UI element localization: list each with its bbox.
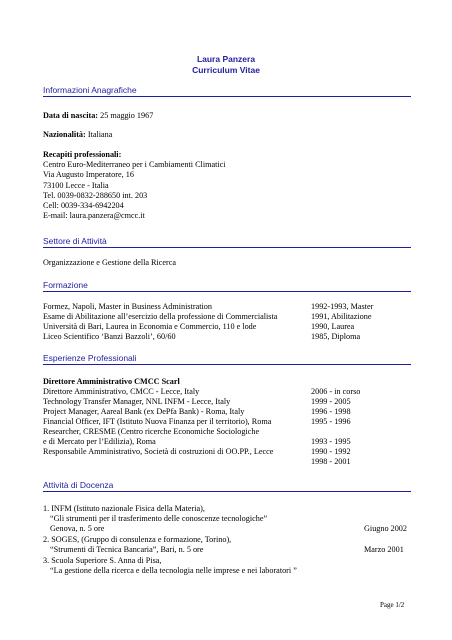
formazione-item: Università di Bari, Laurea in Economia e Commercio, 110 e lode — [43, 322, 257, 331]
docenza-line: 3. Scuola Superiore S. Anna di Pisa, — [43, 556, 162, 565]
contact-line: Tel. 0039-0832-288650 int. 203 — [43, 191, 148, 200]
cv-name: Laura Panzera — [196, 54, 256, 64]
docenza-line: “La gestione della ricerca e della tecnologia nelle imprese e nei laboratori ” — [50, 566, 297, 575]
esperienza-date: 1990 - 1992 — [311, 447, 351, 456]
section-docenza: Attività di Docenza — [43, 480, 411, 492]
section-settore: Settore di Attività — [43, 236, 411, 248]
contact-line: Via Augusto Imperatore, 16 — [43, 170, 134, 179]
settore-text: Organizzazione e Gestione della Ricerca — [43, 258, 177, 267]
nationality-label: Nazionalità: — [43, 130, 86, 139]
nationality — [43, 130, 112, 140]
esperienza-item: Responsabile Amministrativo, Società di costruzioni di OO.PP., Lecce — [43, 447, 274, 456]
contact-line: Centro Euro-Mediterraneo per i Cambiamenti Climatici — [43, 160, 226, 169]
esperienza-date: 1993 - 1995 — [311, 437, 351, 446]
esperienza-item: Technology Transfer Manager, NNL INFM - Lecce, Italy — [43, 397, 231, 406]
formazione-item: Formez, Napoli, Master in Business Administration — [43, 302, 212, 311]
contact-line: Cell: 0039-334-6942204 — [43, 201, 124, 210]
section-esperienze: Esperienze Professionali — [43, 353, 411, 365]
esperienza-date: 2006 - in corso — [311, 387, 361, 396]
birth-date-value: 25 maggio 1967 — [98, 111, 154, 120]
formazione-date: 1991, Abilitazione — [311, 312, 372, 321]
docenza-date: Giugno 2002 — [364, 524, 407, 533]
docenza-line: 2. SOGES, (Gruppo di consulenza e formazione, Torino), — [43, 535, 232, 544]
contacts-label: Recapiti professionali: — [43, 150, 122, 159]
esperienza-item: Project Manager, Aareal Bank (ex DePfa Bank) - Roma, Italy — [43, 407, 245, 416]
docenza-date: Marzo 2001 — [364, 545, 404, 554]
esperienza-item: Researcher, CRESME (Centro ricerche Economiche Sociologiche — [43, 427, 260, 436]
formazione-date: 1992-1993, Master — [311, 302, 374, 311]
contact-email: E-mail: laura.panzera@cmcc.it — [43, 211, 145, 220]
formazione-item: Esame di Abilitazione all’esercizio della professione di Commercialista — [43, 312, 278, 321]
formazione-date: 1985, Diploma — [311, 332, 361, 341]
contact-line: 73100 Lecce - Italia — [43, 181, 109, 190]
esperienza-date: 1999 - 2005 — [311, 397, 351, 406]
docenza-line: “Gli strumenti per il trasferimento delle conoscenze tecnologiche” — [50, 514, 268, 523]
esperienze-title: Direttore Amministrativo CMCC Scarl — [43, 377, 180, 386]
birth-date — [43, 111, 153, 121]
section-formazione: Formazione — [43, 280, 411, 292]
docenza-line: 1. INFM (Istituto nazionale Fisica della Materia), — [43, 504, 205, 513]
esperienza-date: 1996 - 1998 — [311, 407, 351, 416]
esperienza-item: Direttore Amministrativo, CMCC - Lecce, Italy — [43, 387, 200, 396]
nationality-value: Italiana — [85, 130, 113, 139]
esperienza-date: 1998 - 2001 — [311, 457, 351, 466]
docenza-line: Genova, n. 5 ore — [50, 524, 105, 533]
esperienza-date: 1995 - 1996 — [311, 417, 351, 426]
section-anagrafiche: Informazioni Anagrafiche — [43, 85, 411, 97]
docenza-line: “Strumenti di Tecnica Bancaria”, Bari, n. 5 ore — [50, 545, 204, 554]
cv-subtitle: Curriculum Vitae — [192, 65, 260, 75]
esperienza-item: e di Mercato per l’Edilizia), Roma — [43, 437, 156, 446]
birth-date-label: Data di nascita: — [43, 111, 99, 120]
esperienza-item: Financial Officer, IFT (Istituto Nuova Finanza per il territorio), Roma — [43, 417, 272, 426]
page-number: Page 1/2 — [380, 601, 405, 609]
formazione-date: 1990, Laurea — [311, 322, 355, 331]
formazione-item: Liceo Scientifico ‘Banzi Bazzoli’, 60/60 — [43, 332, 176, 341]
